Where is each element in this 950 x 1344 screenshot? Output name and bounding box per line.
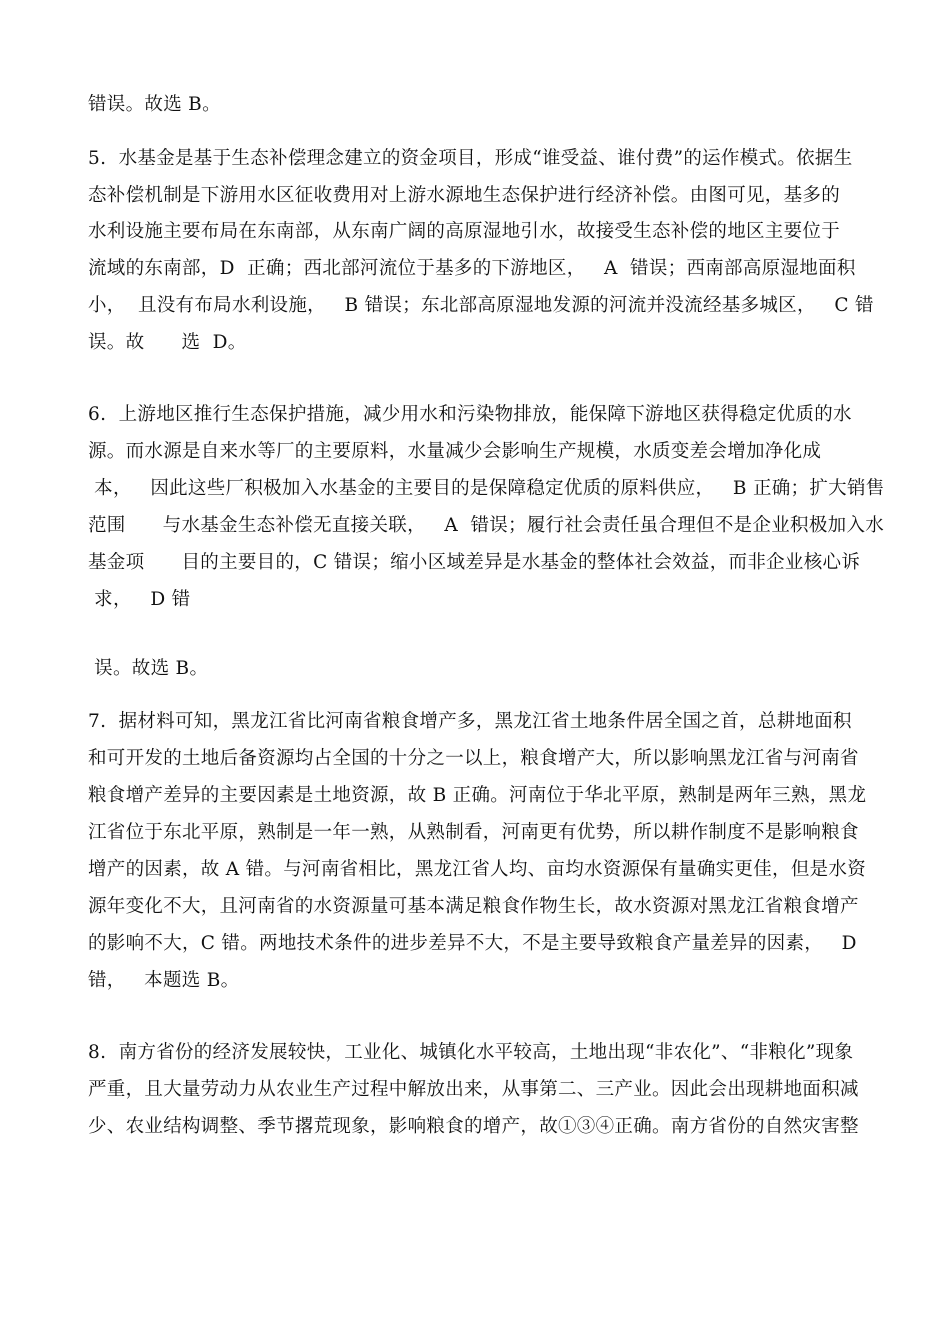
text-line: 和可开发的土地后备资源均占全国的十分之一以上，粮食增产大，所以影响黑龙江省与河南省: [88, 748, 859, 769]
text-line: 7. 据材料可知，黑龙江省比河南省粮食增产多，黑龙江省土地条件居全国之首，总耕地面积: [88, 711, 852, 732]
text-line: 增产的因素，故 A 错。与河南省相比，黑龙江省人均、亩均水资源保有量确实更佳，但是水资: [88, 859, 867, 880]
text-line: 8. 南方省份的经济发展较快，工业化、城镇化水平较高，土地出现“非农化”、“非粮化”现象: [88, 1042, 854, 1063]
text-line: 错误。故选 B。: [88, 94, 221, 115]
text-line: 误。故选 B。: [88, 658, 209, 679]
text-line: 流域的东南部，D 正确；西北部河流位于基多的下游地区， A 错误；西南部高原湿地面积: [88, 258, 856, 279]
text-line: 基金项 目的主要目的，C 错误；缩小区域差异是水基金的整体社会效益，而非企业核心诉: [88, 552, 861, 573]
text-line: 少、农业结构调整、季节撂荒现象，影响粮食的增产，故①③④正确。南方省份的自然灾害整: [88, 1116, 859, 1137]
text-line: 源。而水源是自来水等厂的主要原料，水量减少会影响生产规模，水质变差会增加净化成: [88, 441, 822, 462]
text-line: 态补偿机制是下游用水区征收费用对上游水源地生态保护进行经济补偿。由图可见，基多的: [88, 185, 841, 206]
text-line: 错， 本题选 B。: [88, 970, 240, 991]
text-line: 粮食增产差异的主要因素是土地资源，故 B 正确。河南位于华北平原，熟制是两年三熟，黑龙: [88, 785, 867, 806]
text-line: 5. 水基金是基于生态补偿理念建立的资金项目，形成“谁受益、谁付费”的运作模式。依据生: [88, 148, 853, 169]
text-line: 本， 因此这些厂积极加入水基金的主要目的是保障稳定优质的原料供应， B 正确；扩大销售: [88, 478, 885, 499]
text-line: 源年变化不大，且河南省的水资源量可基本满足粮食作物生长，故水资源对黑龙江省粮食增产: [88, 896, 859, 917]
text-line: 江省位于东北平原，熟制是一年一熟，从熟制看，河南更有优势，所以耕作制度不是影响粮食: [88, 822, 859, 843]
text-line: 严重，且大量劳动力从农业生产过程中解放出来，从事第二、三产业。因此会出现耕地面积减: [88, 1079, 859, 1100]
text-line: 的影响不大，C 错。两地技术条件的进步差异不大，不是主要导致粮食产量差异的因素， D: [88, 933, 857, 954]
text-line: 小， 且没有布局水利设施， B 错误；东北部高原湿地发源的河流并没流经基多城区， C 错: [88, 295, 874, 316]
text-line: 范围 与水基金生态补偿无直接关联， A 错误；履行社会责任虽合理但不是企业积极加入水: [88, 515, 885, 536]
text-line: 水利设施主要布局在东南部，从东南广阔的高原湿地引水，故接受生态补偿的地区主要位于: [88, 221, 841, 242]
text-line: 求， D 错: [88, 589, 191, 610]
text-line: 误。故 选 D。: [88, 332, 247, 353]
text-line: 6. 上游地区推行生态保护措施，减少用水和污染物排放，能保障下游地区获得稳定优质的水: [88, 404, 852, 425]
